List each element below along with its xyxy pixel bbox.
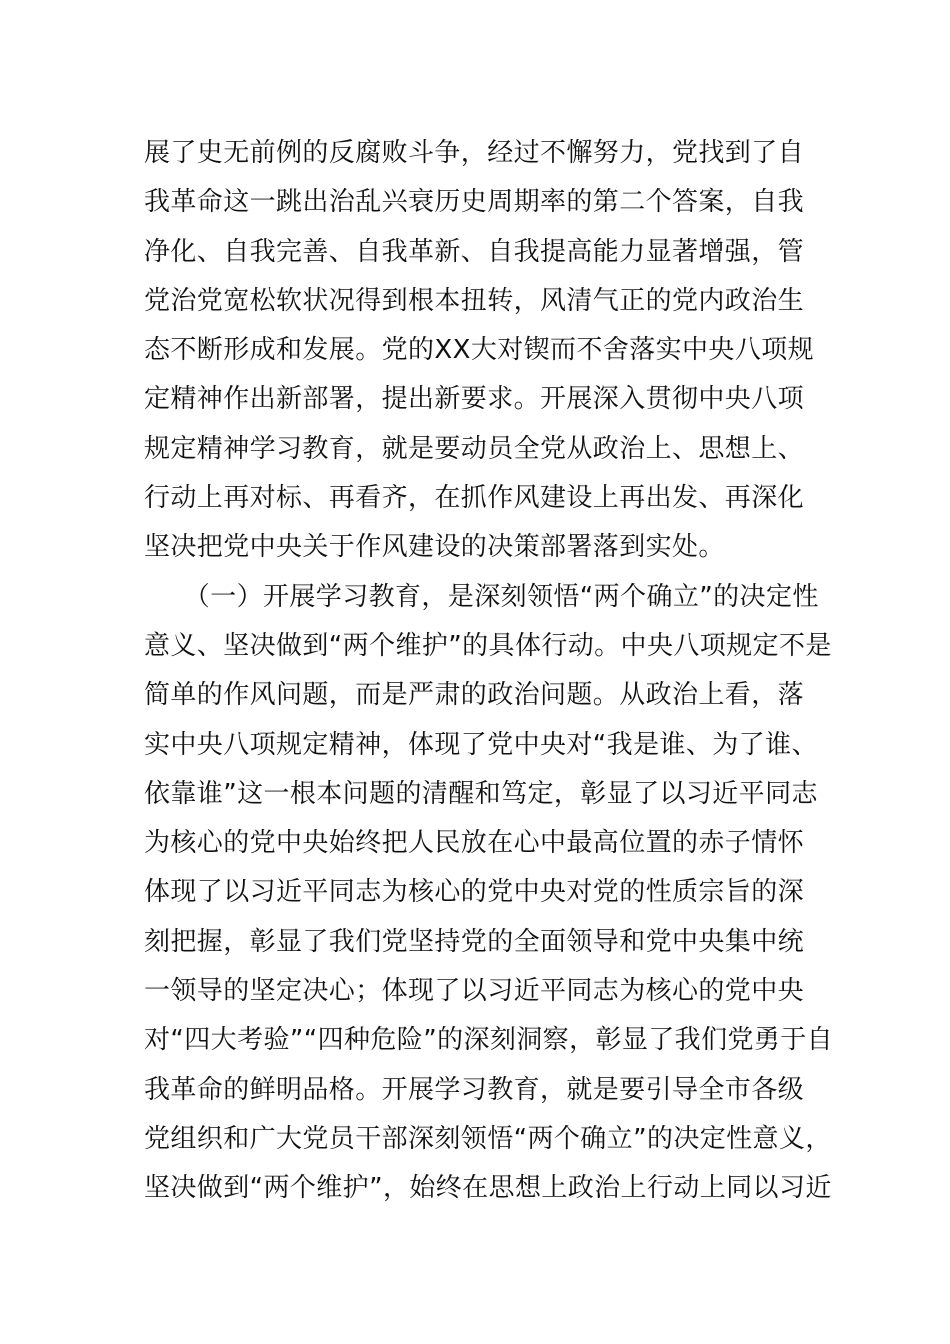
section-heading-line: （一）开展学习教育，是深刻领悟“两个确立”的决定性	[144, 581, 819, 612]
text-line: 依靠谁”这一根本问题的清醒和笃定，彰显了以习近平同志	[144, 778, 818, 809]
text-line: 为核心的党中央始终把人民放在心中最高位置的赤子情怀	[144, 828, 805, 859]
body-text	[144, 129, 834, 1214]
text-line: 净化、自我完善、自我革新、自我提高能力显著增强，管	[144, 236, 805, 267]
text-line: 意义、坚决做到“两个维护”的具体行动。中央八项规定不是	[144, 630, 832, 661]
text-line: 态不断形成和发展。党的XX大对锲而不舍落实中央八项规	[144, 335, 815, 366]
text-line: 定精神作出新部署，提出新要求。开展深入贯彻中央八项	[144, 384, 805, 415]
text-line: 规定精神学习教育，就是要动员全党从政治上、思想上、	[144, 433, 805, 464]
text-line: 党治党宽松软状况得到根本扭转，风清气正的党内政治生	[144, 285, 805, 316]
text-line: 坚决做到“两个维护”，始终在思想上政治上行动上同以习近	[144, 1173, 832, 1204]
text-line: 坚决把党中央关于作风建设的决策部署落到实处。	[144, 532, 725, 563]
text-line: 我革命的鲜明品格。开展学习教育，就是要引导全市各级	[144, 1074, 805, 1105]
text-line: 我革命这一跳出治乱兴衰历史周期率的第二个答案，自我	[144, 187, 805, 218]
text-line: 实中央八项规定精神，体现了党中央对“我是谁、为了谁、	[144, 729, 818, 760]
text-line: 一领导的坚定决心；体现了以习近平同志为核心的党中央	[144, 976, 805, 1007]
text-line: 行动上再对标、再看齐，在抓作风建设上再出发、再深化	[144, 483, 805, 514]
text-line: 简单的作风问题，而是严肃的政治问题。从政治上看，落	[144, 680, 805, 711]
text-line: 体现了以习近平同志为核心的党中央对党的性质宗旨的深	[144, 877, 805, 908]
text-line: 刻把握，彰显了我们党坚持党的全面领导和党中央集中统	[144, 926, 805, 957]
text-line: 对“四大考验”“四种危险”的深刻洞察，彰显了我们党勇于自	[144, 1025, 834, 1056]
text-line: 党组织和广大党员干部深刻领悟“两个确立”的决定性意义，	[144, 1123, 832, 1154]
text-line: 展了史无前例的反腐败斗争，经过不懈努力，党找到了自	[144, 138, 805, 168]
